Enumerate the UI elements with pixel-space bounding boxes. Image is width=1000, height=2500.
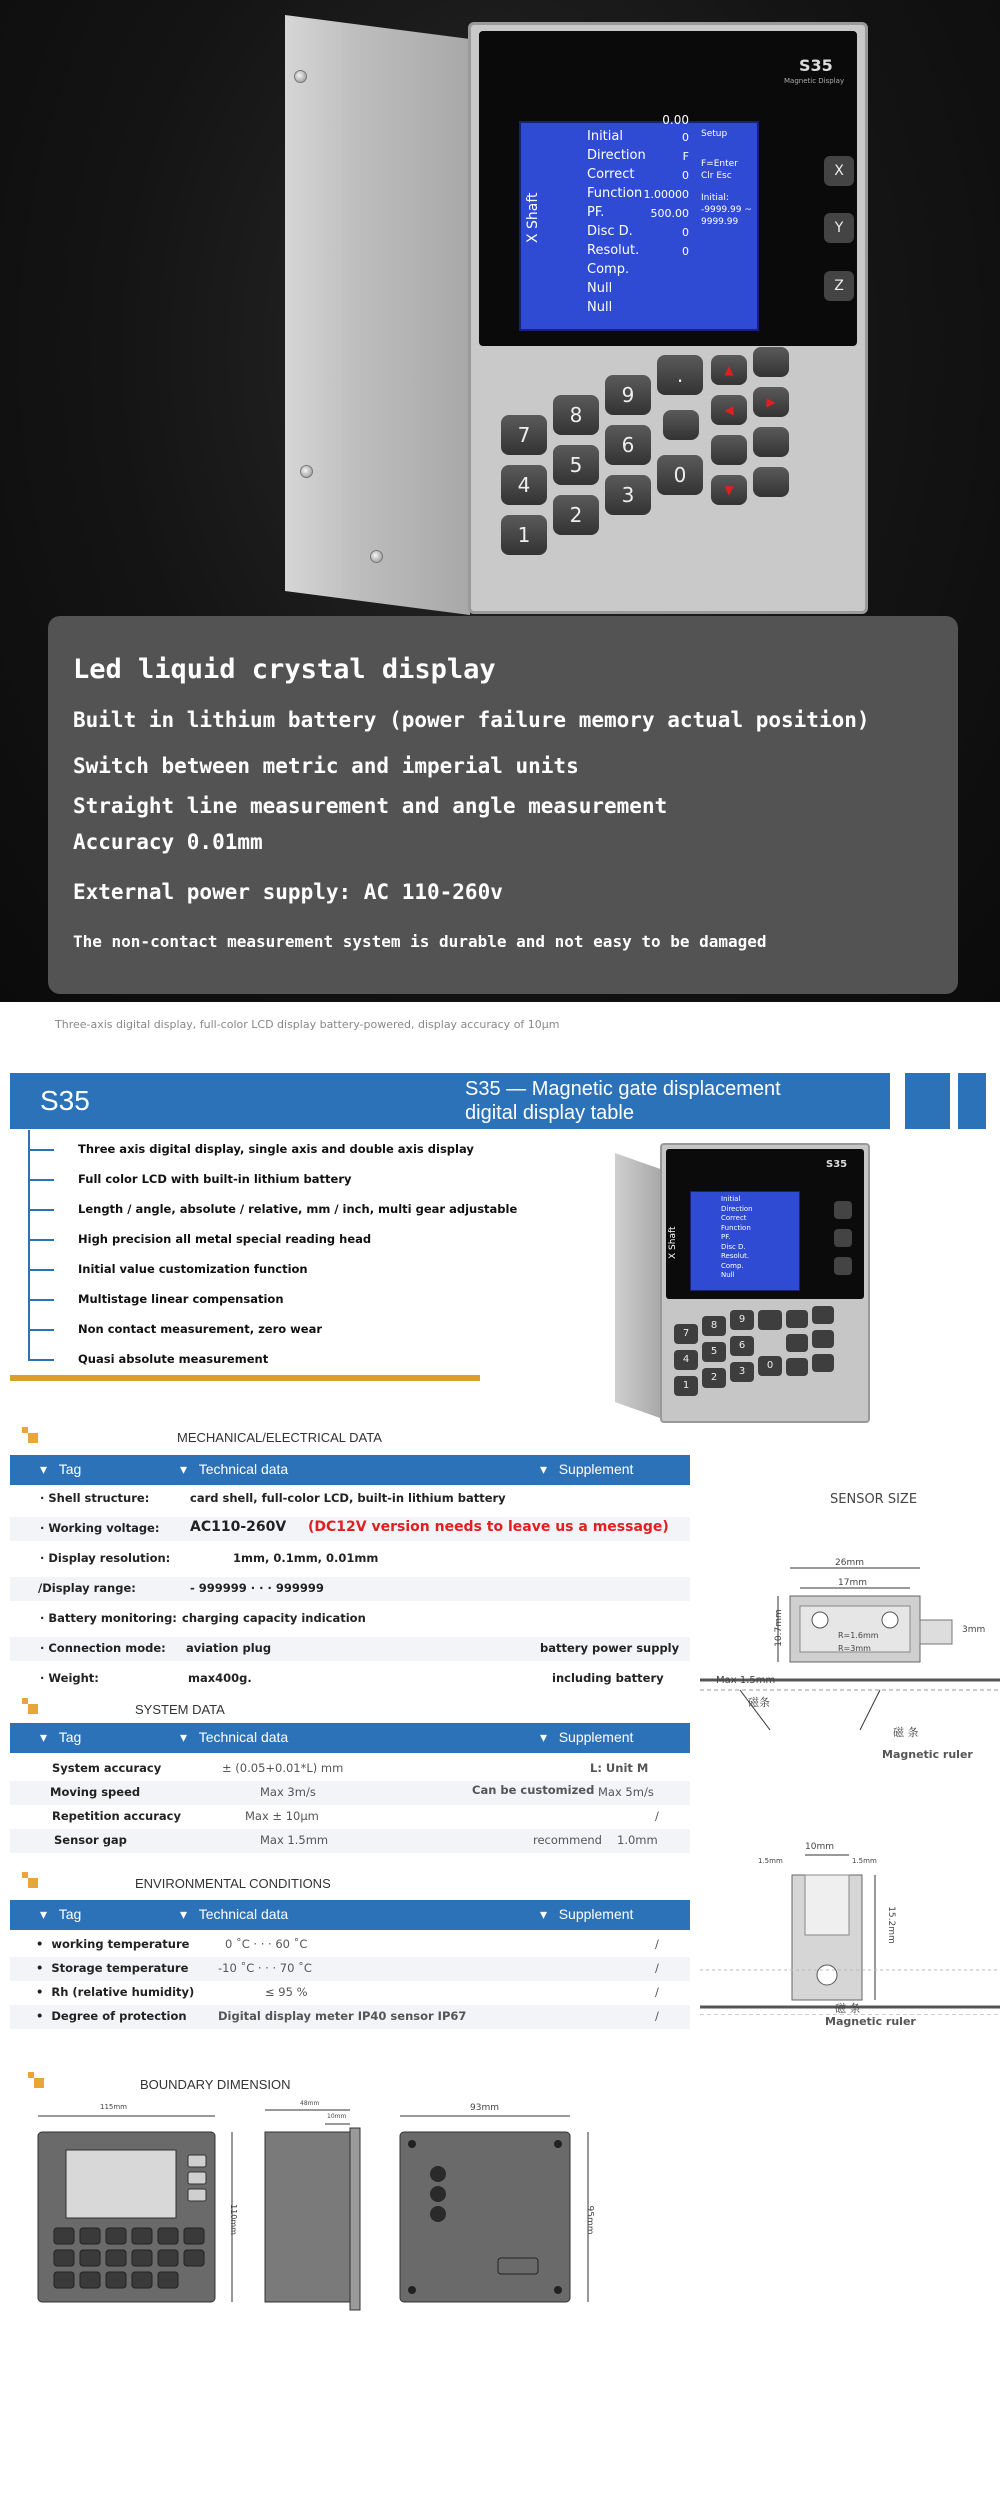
feature-text: Initial value customization function: [78, 1262, 308, 1276]
thumb-lcd-item: Disc D.: [721, 1242, 746, 1251]
thumb-lcd-item: Correct: [721, 1214, 747, 1222]
table-header: [10, 1455, 690, 1485]
row-tag: • working temperature: [36, 1937, 190, 1951]
table-row: [10, 1667, 690, 1691]
catalog-tagline: Three-axis digital display, full-color LCD display battery-powered, display accuracy of 10μm: [55, 1018, 560, 1031]
table-row: [10, 2005, 690, 2029]
device-front: [468, 22, 868, 614]
key-6[interactable]: 6: [605, 425, 651, 465]
row-supplement: /: [655, 1961, 659, 1975]
dim-label: 1.5mm: [852, 1857, 877, 1865]
lcd-value: F: [682, 150, 689, 163]
title-banner: [10, 1073, 890, 1129]
key-9[interactable]: 9: [605, 375, 651, 415]
hero-line: External power supply: AC 110-260v: [73, 880, 503, 904]
thumb-lcd-item: Initial: [721, 1195, 741, 1203]
screw-icon: [370, 550, 383, 563]
lcd-side-text: F=Enter: [701, 159, 738, 169]
row-supplement: L: Unit M: [590, 1761, 649, 1775]
key-func[interactable]: [663, 410, 699, 440]
row-supplement: /: [655, 1937, 659, 1951]
banner-title: S35: [40, 1085, 90, 1116]
z-key[interactable]: Z: [824, 271, 854, 301]
device-brand: S35: [799, 56, 833, 75]
key-down-arrow-icon[interactable]: ▼: [711, 475, 747, 505]
row-supplement: Max 5m/s: [598, 1785, 654, 1799]
table-header: [10, 1723, 690, 1753]
dim-label: 17mm: [838, 1578, 867, 1588]
row-data: 0 ˚C · · · 60 ˚C: [225, 1937, 308, 1951]
table-row: [10, 1637, 690, 1661]
lcd-menu-item: PF.: [587, 205, 605, 220]
key-enter[interactable]: [711, 435, 747, 465]
hero-line: Straight line measurement and angle measurement: [73, 794, 668, 818]
section-title: ENVIRONMENTAL CONDITIONS: [135, 1876, 331, 1891]
table-row: [10, 1829, 690, 1853]
thumb-keypad: 7 8 9 4 5 6 1 2 3 0: [674, 1310, 864, 1415]
header-tag: ▾ Tag: [40, 1729, 82, 1745]
lcd-menu-item: Function: [587, 186, 643, 201]
boundary-dimension-drawing: [20, 2100, 620, 2320]
dim-label: R=1.6mm: [838, 1631, 879, 1640]
hero-line: Led liquid crystal display: [73, 654, 496, 685]
banner-subtitle-line: S35 — Magnetic gate displacement: [465, 1078, 781, 1100]
dim-label: 95mm: [584, 2205, 595, 2235]
row-tag: · Display resolution:: [40, 1551, 171, 1565]
key-7[interactable]: 7: [501, 415, 547, 455]
thumb-lcd: [690, 1191, 800, 1291]
key-fn[interactable]: [753, 347, 789, 377]
device-subtitle: Magnetic Display: [784, 77, 845, 85]
feature-connector-line: [28, 1130, 30, 1360]
gold-divider: [10, 1375, 480, 1381]
row-data: - 999999 · · · 999999: [190, 1581, 324, 1595]
header-tag: ▾ Tag: [40, 1461, 82, 1477]
hero-line: Built in lithium battery (power failure memory actual position): [73, 708, 870, 732]
header-tag: ▾ Tag: [40, 1906, 82, 1922]
row-data: ≤ 95 %: [265, 1985, 308, 1999]
ruler-label-en: Magnetic ruler: [825, 2015, 916, 2028]
lcd-menu-item: Correct: [587, 167, 635, 182]
banner-block: [905, 1073, 950, 1129]
banner-block: [958, 1073, 986, 1129]
section-bullet-icon: [28, 2072, 44, 2088]
header-data: ▾ Technical data: [180, 1461, 289, 1477]
row-data: Max 3m/s: [260, 1785, 316, 1799]
table-row: [10, 1547, 690, 1571]
banner-subtitle: [465, 1077, 781, 1125]
sensor-side-diagram: [700, 1835, 1000, 2015]
thumb-lcd-item: Comp.: [721, 1261, 744, 1270]
dim-label: 48mm: [300, 2100, 320, 2107]
lcd-screen: [519, 113, 759, 331]
thumb-lcd-item: PF.: [721, 1233, 731, 1241]
lcd-side-text: -9999.99 ~: [701, 205, 752, 215]
sensor-size-title: SENSOR SIZE: [830, 1492, 918, 1507]
feature-text: Non contact measurement, zero wear: [78, 1322, 323, 1336]
row-data: AC110-260V: [190, 1519, 287, 1535]
dim-label: 26mm: [835, 1558, 864, 1568]
feature-list: [20, 1130, 518, 1370]
row-tag: /Display range:: [38, 1581, 136, 1595]
row-data: card shell, full-color LCD, built-in lithium battery: [190, 1491, 506, 1505]
header-data: ▾ Technical data: [180, 1906, 289, 1922]
section-title: BOUNDARY DIMENSION: [140, 2077, 291, 2092]
row-tag: · Connection mode:: [40, 1641, 166, 1655]
lcd-value: 0: [682, 131, 689, 144]
table-row: [10, 1805, 690, 1829]
dim-label: 10mm: [327, 2113, 347, 2120]
row-supplement: including battery: [552, 1671, 664, 1685]
row-data: aviation plug: [186, 1641, 272, 1655]
key-2[interactable]: 2: [553, 495, 599, 535]
feature-text: High precision all metal special reading head: [78, 1232, 372, 1246]
section-bullet-icon: [22, 1698, 38, 1714]
feature-text: Multistage linear compensation: [78, 1292, 284, 1306]
lcd-value: 0: [682, 169, 689, 182]
device-thumbnail: [615, 1143, 875, 1423]
row-mid: recommend: [533, 1833, 602, 1847]
lcd-value: 1.00000: [643, 188, 689, 201]
table-header: [10, 1900, 690, 1930]
hero-section: [0, 0, 1000, 1002]
key-1[interactable]: 1: [501, 515, 547, 555]
dim-label: 15.2mm: [885, 1906, 896, 1944]
dim-label: Max 1.5mm: [716, 1675, 776, 1686]
thumb-lcd-item: Resolut.: [721, 1252, 750, 1260]
dim-label: 115mm: [100, 2103, 127, 2111]
table-row: [10, 1933, 690, 1957]
screw-icon: [300, 465, 313, 478]
row-data: ± (0.05+0.01*L) mm: [222, 1761, 344, 1775]
row-tag: · Working voltage:: [40, 1521, 160, 1535]
feature-text: Length / angle, absolute / relative, mm / inch, multi gear adjustable: [78, 1202, 518, 1216]
thumb-brand: S35: [826, 1159, 848, 1170]
header-supplement: ▾ Supplement: [540, 1729, 634, 1745]
lcd-side-text: Initial:: [701, 193, 729, 203]
row-supplement: /: [655, 1809, 659, 1823]
feature-text: Three axis digital display, single axis and double axis display: [78, 1142, 474, 1156]
key-5[interactable]: 5: [553, 445, 599, 485]
lcd-menu-item: Direction: [587, 148, 646, 163]
row-tag: · Battery monitoring:: [40, 1611, 177, 1625]
lcd-side-text: 9999.99: [701, 217, 739, 227]
device-side-panel: [285, 15, 470, 615]
lcd-menu-item: Initial: [587, 129, 623, 144]
section-bullet-icon: [22, 1872, 38, 1888]
key-left-arrow-icon[interactable]: ◀: [711, 395, 747, 425]
thumb-lcd-item: Function: [721, 1223, 751, 1232]
thumb-lcd-item: Null: [721, 1271, 735, 1279]
row-tag: Moving speed: [50, 1785, 141, 1799]
row-note: (DC12V version needs to leave us a message): [308, 1519, 669, 1535]
lcd-menu-item: Comp.: [587, 262, 630, 277]
lcd-menu-item: Null: [587, 300, 613, 315]
table-row: [10, 1517, 690, 1541]
lcd-menu-item: Disc D.: [587, 224, 633, 239]
sensor-size-diagram: [700, 1540, 1000, 1770]
header-supplement: ▾ Supplement: [540, 1906, 634, 1922]
row-data: Max 1.5mm: [260, 1833, 329, 1847]
feature-text: Full color LCD with built-in lithium battery: [78, 1172, 352, 1186]
dim-label: 10.7mm: [773, 1609, 784, 1647]
hero-line: Accuracy 0.01mm: [73, 830, 263, 854]
row-tag: · Shell structure:: [40, 1491, 150, 1505]
dim-label: 110mm: [228, 2204, 238, 2235]
row-tag: Repetition accuracy: [52, 1809, 181, 1823]
x-key[interactable]: X: [824, 156, 854, 186]
dim-label: 10mm: [805, 1842, 834, 1852]
y-key[interactable]: Y: [824, 213, 854, 243]
key-up-arrow-icon[interactable]: ▲: [711, 355, 747, 385]
lcd-value: 500.00: [650, 207, 689, 220]
lcd-shaft-label: X Shaft: [525, 192, 541, 243]
table-row: [10, 1781, 690, 1805]
header-data: ▾ Technical data: [180, 1729, 289, 1745]
row-data: charging capacity indication: [182, 1611, 366, 1625]
lcd-side-text: Clr Esc: [701, 171, 732, 181]
lcd-value: 0: [682, 245, 689, 258]
hero-line: The non-contact measurement system is durable and not easy to be damaged: [73, 932, 767, 951]
section-bullet-icon: [22, 1427, 38, 1443]
ruler-label-cn: 磁 条: [835, 2002, 861, 2015]
key-right-arrow-icon[interactable]: ▶: [753, 387, 789, 417]
row-tag: Sensor gap: [54, 1833, 127, 1847]
hero-feature-panel: [48, 616, 958, 994]
row-supplement: battery power supply: [540, 1641, 680, 1655]
banner-subtitle-line: digital display table: [465, 1102, 634, 1124]
table-row: [10, 1957, 690, 1981]
screw-icon: [294, 70, 307, 83]
device-display-bezel: [479, 31, 857, 346]
dim-label: R=3mm: [838, 1644, 871, 1653]
key-3[interactable]: 3: [605, 475, 651, 515]
key-4[interactable]: 4: [501, 465, 547, 505]
row-data: -10 ˚C · · · 70 ˚C: [218, 1961, 312, 1975]
lcd-menu-item: Resolut.: [587, 243, 640, 258]
table-row: [10, 1577, 690, 1601]
key-8[interactable]: 8: [553, 395, 599, 435]
ruler-label-cn: 磁条: [748, 1696, 770, 1709]
thumb-shaft-label: X Shaft: [668, 1226, 678, 1259]
section-title: MECHANICAL/ELECTRICAL DATA: [177, 1430, 382, 1445]
row-data: 1mm, 0.1mm, 0.01mm: [233, 1551, 379, 1565]
lcd-header-right: Setup: [701, 129, 728, 139]
row-tag: System accuracy: [52, 1761, 162, 1775]
ruler-label-en: Magnetic ruler: [882, 1748, 973, 1761]
keypad: [491, 355, 851, 605]
row-supplement: 1.0mm: [617, 1833, 658, 1847]
dim-label: 3mm: [962, 1625, 986, 1635]
key-clear[interactable]: [753, 427, 789, 457]
row-tag: • Storage temperature: [36, 1961, 189, 1975]
lcd-header-value: 0.00: [662, 113, 689, 127]
table-row: [10, 1981, 690, 2005]
dim-label: 93mm: [470, 2103, 499, 2113]
row-tag: · Weight:: [40, 1671, 99, 1685]
hero-line: Switch between metric and imperial units: [73, 754, 579, 778]
row-data: Digital display meter IP40 sensor IP67: [218, 2009, 467, 2023]
section-title: SYSTEM DATA: [135, 1702, 225, 1717]
key-dot[interactable]: .: [657, 355, 703, 395]
lcd-menu-item: Null: [587, 281, 613, 296]
header-supplement: ▾ Supplement: [540, 1461, 634, 1477]
thumb-lcd-item: Direction: [721, 1204, 753, 1213]
row-mid: Can be customized: [472, 1783, 595, 1797]
row-tag: • Rh (relative humidity): [36, 1985, 195, 1999]
key-p[interactable]: [753, 467, 789, 497]
table-row: [10, 1487, 690, 1511]
lcd-value: 0: [682, 226, 689, 239]
ruler-label-cn: 磁 条: [893, 1726, 919, 1739]
table-row: [10, 1757, 690, 1781]
row-data: Max ± 10μm: [245, 1809, 319, 1823]
key-0[interactable]: 0: [657, 455, 703, 495]
row-tag: • Degree of protection: [36, 2009, 187, 2023]
feature-text: Quasi absolute measurement: [78, 1352, 269, 1366]
row-supplement: /: [655, 1985, 659, 1999]
table-row: [10, 1607, 690, 1631]
row-data: max400g.: [188, 1671, 252, 1685]
row-supplement: /: [655, 2009, 659, 2023]
dim-label: 1.5mm: [758, 1857, 783, 1865]
